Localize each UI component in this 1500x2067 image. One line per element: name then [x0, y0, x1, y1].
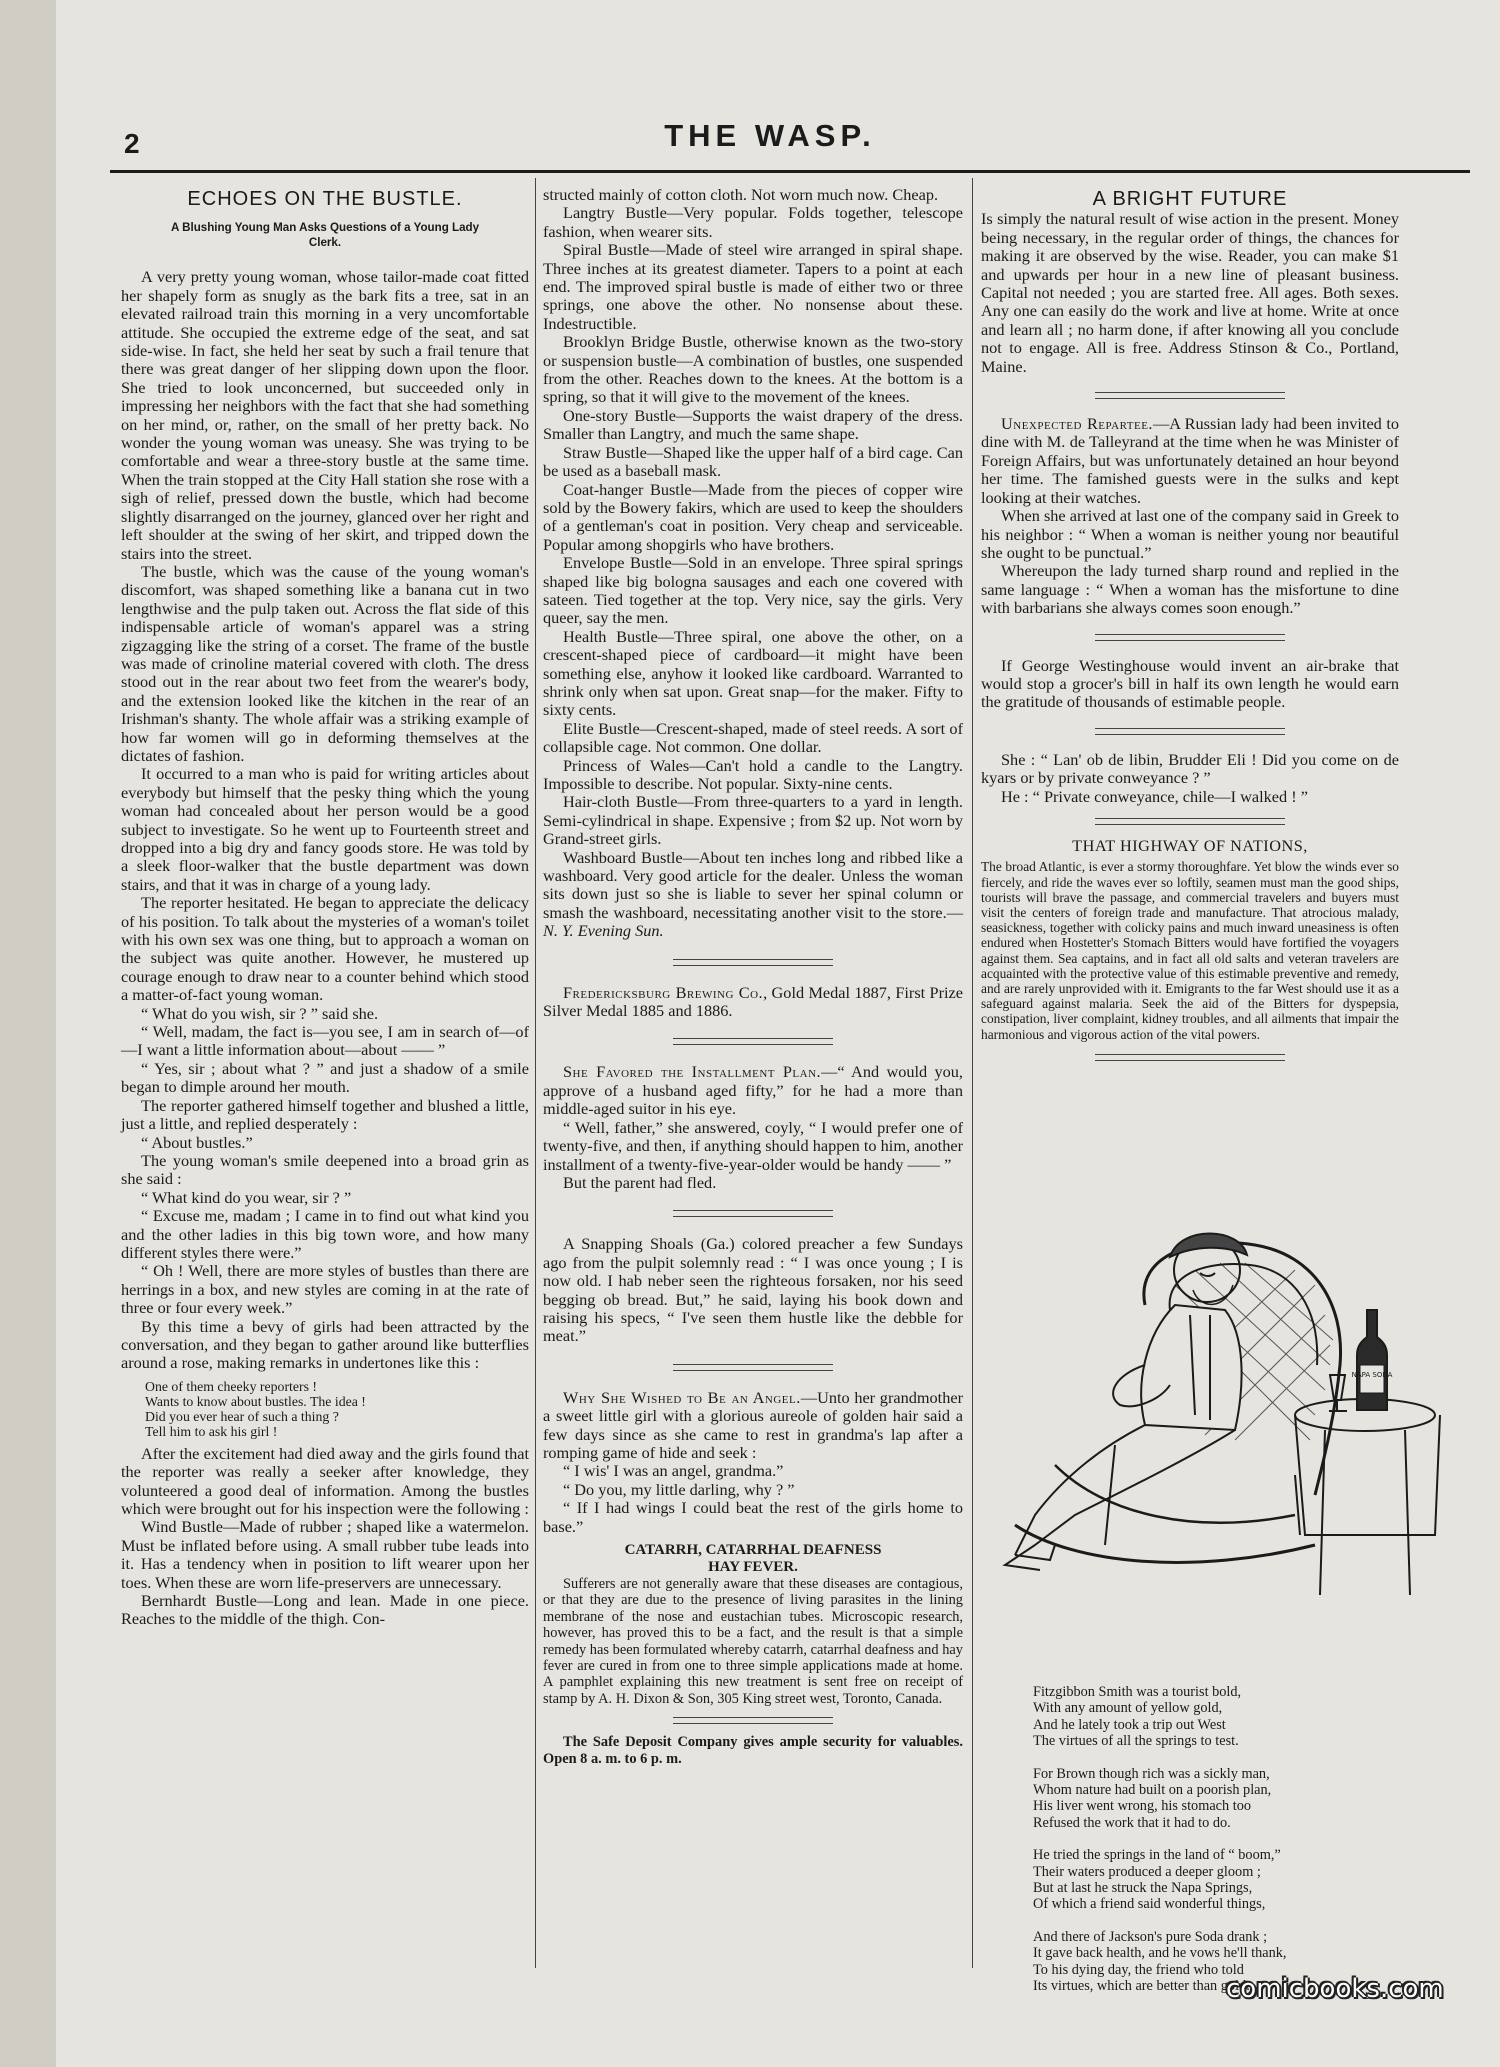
- verse-line: With any amount of yellow gold,: [1033, 1700, 1223, 1717]
- stanza: [1033, 1684, 1399, 1750]
- brewing-notice: [543, 984, 963, 1021]
- article-subtitle: A Blushing Young Man Asks Questions of a Young Lady Clerk.: [170, 221, 480, 250]
- paragraph: When she arrived at last one of the company said in Greek to his neighbor : “ When a woman is neither young nor beautiful she ought to be punctual.”: [981, 506, 1399, 562]
- verse-line: For Brown though rich was a sickly man,: [1033, 1765, 1270, 1782]
- notice-lead: Fredericksburg Brewing Co.: [563, 982, 764, 1002]
- paragraph: It occurred to a man who is paid for writing articles about everybody but himself that the pesky thing which the young woman had concealed about her person would be a good subject to investigate. So he went up to Fourteenth street and dropped into a big dry and fancy goods store. He was told by a sleek floor-walker that the bustle department was down stairs, and that it was in charge of a young lady.: [121, 764, 529, 894]
- paragraph: “ If I had wings I could beat the rest of the girls home to base.”: [543, 1498, 963, 1536]
- notice-text: , Gold Medal 1887, First Prize Silver Medal 1885 and 1886.: [543, 982, 963, 1021]
- bustle-entry: One-story Bustle—Supports the waist drapery of the dress. Smaller than Langtry, and much the same shape.: [543, 405, 963, 444]
- catarrh-ad: Sufferers are not generally aware that these diseases are contagious, or that they are due to the presence of living parasites in the lining membrane of the nose and eustachian tubes. Microscopic research, however, has proved this to be a fact, and the result is that a simple remedy has been formulated whereby catarrh, catarrhal deafness and hay fever are cured in from one to three simple applications made at home. A pamphlet explaining this new treatment is sent free on receipt of stamp by A. H. Dixon & Son, 305 King street west, Toronto, Canada.: [543, 1576, 963, 1707]
- bustle-entry: Straw Bustle—Shaped like the upper half of a bird cage. Can be used as a baseball mask.: [543, 442, 963, 481]
- verse-line: Its virtues, which are better than gold.: [1033, 1978, 1250, 1995]
- masthead: THE WASP.: [664, 118, 876, 153]
- verse-line: Refused the work that it had to do.: [1033, 1814, 1231, 1831]
- column-3: [981, 186, 1399, 1073]
- paragraph: “ Do you, my little darling, why ? ”: [563, 1479, 795, 1499]
- divider: [673, 1038, 833, 1045]
- verse-line: But at last he struck the Napa Springs,: [1033, 1880, 1253, 1897]
- bustle-entry: Elite Bustle—Crescent-shaped, made of steel reeds. A sort of collapsible cage. Not common. One dollar.: [543, 718, 963, 757]
- story-text: —“ And would you, approve of a husband aged fifty,” for he had a more than middle-aged suitor in his eye.: [543, 1062, 963, 1119]
- bustle-entry: [543, 849, 963, 941]
- paragraph: “ What do you wish, sir ? ” said she.: [141, 1003, 379, 1023]
- paragraph: “ Oh ! Well, there are more styles of bustles than there are herrings in a box, and new styles are coming in at the rate of three or four every week.”: [121, 1261, 529, 1318]
- divider: [1095, 634, 1285, 641]
- divider: [1095, 1054, 1285, 1061]
- paragraph: Wind Bustle—Made of rubber ; shaped like a watermelon. Must be inflated before using. A small rubber tube leads into it. Has a tendency when in position to lift wearer upon her toes. When these are worn life-preservers are unnecessary.: [121, 1517, 529, 1592]
- verse-line: Whom nature had built on a poorish plan,: [1033, 1782, 1272, 1799]
- paragraph: structed mainly of cotton cloth. Not worn much now. Cheap.: [543, 185, 939, 204]
- paragraph: The reporter gathered himself together and blushed a little, just a little, and replied desperately :: [121, 1095, 529, 1134]
- column-rule-2: [972, 178, 973, 1968]
- stanza: [1033, 1766, 1399, 1832]
- repartee-story: [981, 415, 1399, 507]
- westinghouse-quip: If George Westinghouse would invent an air-brake that would stop a grocer's bill in half its own length he would earn the gratitude of thousands of estimable people.: [981, 655, 1399, 712]
- paragraph: By this time a bevy of girls had been attracted by the conversation, and they began to gather around like butterflies around a rose, making remarks in undertones like this :: [121, 1316, 529, 1373]
- verse-line: One of them cheeky reporters !: [145, 1378, 318, 1394]
- bustle-entry: Hair-cloth Bustle—From three-quarters to a yard in length. Semi-cylindrical in shape. Expensive ; from $2 up. Not worn by Grand-street girls.: [543, 792, 963, 849]
- verse-line: Did you ever hear of such a thing ?: [145, 1408, 339, 1424]
- story-lead: Why She Wished to Be an Angel.: [563, 1387, 801, 1407]
- bright-future-ad: Is simply the natural result of wise action in the present. Money being necessary, in the regular order of things, the chances for making it are observed by the wise. Reader, you can make $1 and upwards per hour in a new line of pleasant business. Capital not needed ; you are started free. All ages. Both sexes. Any one can easily do the work and live at home. Write at once and learn all ; no harm done, if after knowing all you conclude not to engage. All is free. Address Stinson & Co., Portland, Maine.: [981, 209, 1399, 376]
- paragraph: A very pretty young woman, whose tailor-made coat fitted her shapely form as snugly as the bark fits a tree, sat in an elevated railroad train this morning in a very uncomfortable attitude. She occupied the extreme edge of the seat, and sat side-wise. In fact, she held her seat by such a frail tenure that there was great danger of her slipping down upon the floor. She tried to look unconcerned, but succeeded only in impressing her neighbors with the fact that she had something on her mind, or, rather, on the small of her pretty back. No wonder the young woman was uneasy. She was trying to be comfortable and wear a three-story bustle at the same time. When the train stopped at the City Hall station she rose with a sigh of relief, pressed down the bustle, which had become slightly disarranged on the journey, glanced over her right and left shoulder at the swing of her skirt, and tripped down the stairs into the street.: [121, 267, 529, 563]
- catarrh-heading-2: HAY FEVER.: [708, 1559, 798, 1575]
- highway-title: THAT HIGHWAY OF NATIONS,: [1072, 835, 1308, 855]
- preacher-story: A Snapping Shoals (Ga.) colored preacher a few Sundays ago from the pulpit solemnly read : “ I was once young ; I is now old. I hab neber seen the righteous forsaken, nor his seed begging ob bread. But,” he said, laying his book down and raising his specs, “ I've seen them hustle like the debble for meat.”: [543, 1234, 963, 1346]
- divider: [673, 959, 833, 966]
- divider: [1095, 818, 1285, 825]
- paragraph: “ Well, madam, the fact is—you see, I am in search of—of—I want a little information about—about —— ”: [121, 1022, 529, 1060]
- verse-line: The virtues of all the springs to test.: [1033, 1733, 1239, 1750]
- paragraph: Bernhardt Bustle—Long and lean. Made in one piece. Reaches to the middle of the thigh. Con-: [121, 1591, 529, 1629]
- verse-line: And there of Jackson's pure Soda drank ;: [1033, 1928, 1268, 1945]
- installment-story: [543, 1063, 963, 1118]
- paragraph-text: Washboard Bustle—About ten inches long and ribbed like a washboard. Very good article for the dealer. Unless the woman sits down just so she is liable to sever her spinal column or smash the washboard, necessitating another visit to the store.—: [543, 847, 963, 922]
- stanza: [1033, 1847, 1399, 1913]
- paragraph: The reporter hesitated. He began to appreciate the delicacy of his position. To talk about the mysteries of a woman's toilet with his own sex was one thing, but to approach a woman on the subject was quite another. However, he mustered up courage enough to draw near to a counter behind which stood a matter-of-fact young woman.: [121, 893, 529, 1005]
- dialogue-she: She : “ Lan' ob de libin, Brudder Eli ! Did you come on de kyars or by private conweyance ? ”: [981, 749, 1399, 788]
- divider: [673, 1210, 833, 1217]
- divider: [1095, 728, 1285, 735]
- paragraph: The young woman's smile deepened into a broad grin as she said :: [121, 1150, 529, 1189]
- bottle-label: NAPA SODA: [1351, 1371, 1393, 1379]
- paragraph: After the excitement had died away and the girls found that the reporter was really a seeker after knowledge, they volunteered a good deal of information. Among the bustles which were brought out for his inspection were the following :: [121, 1443, 529, 1518]
- verse-line: Wants to know about bustles. The idea !: [145, 1393, 366, 1409]
- bustle-entry: Coat-hanger Bustle—Made from the pieces of copper wire sold by the Bowery fakirs, which are used to keep the shoulders of a gentleman's coat in position. Very cheap and serviceable. Popular among shopgirls who have brothers.: [543, 479, 963, 554]
- article-title: ECHOES ON THE BUSTLE.: [187, 188, 463, 210]
- column-1: [121, 186, 529, 1629]
- header-rule: [110, 170, 1470, 173]
- bustle-entry: Spiral Bustle—Made of steel wire arranged in spiral shape. Three inches at its greatest diameter. Tapers to a point at each end. The improved spiral bustle is made of either two or three springs, one above the other. No nonsense about these. Indestructible.: [543, 240, 963, 333]
- column-2: [543, 186, 963, 1767]
- paragraph: “ Well, father,” she answered, coyly, “ I would prefer one of twenty-five, and then, if anything should happen to him, another installment of a twenty-five-year-older would be handy —— ”: [543, 1117, 963, 1174]
- verse-line: Of which a friend said wonderful things,: [1033, 1896, 1266, 1913]
- bustle-entry: Princess of Wales—Can't hold a candle to the Langtry. Impossible to describe. Not popular. Sixty-nine cents.: [543, 755, 963, 793]
- verse-line: To his dying day, the friend who told: [1033, 1961, 1244, 1978]
- safe-deposit-ad: The Safe Deposit Company gives ample security for valuables. Open 8 a. m. to 6 p. m.: [543, 1734, 963, 1767]
- bustle-entry: Envelope Bustle—Sold in an envelope. Three spiral springs shaped like big bologna sausages and each one covered with sateen. Tied together at the top. Very nice, say the girls. Very queer, say the men.: [543, 553, 963, 628]
- scan-margin: [0, 0, 56, 2067]
- napa-poem: [981, 1684, 1399, 2011]
- verse-line: Fitzgibbon Smith was a tourist bold,: [1033, 1684, 1242, 1700]
- girls-remarks: [145, 1379, 529, 1439]
- bitters-ad: The broad Atlantic, is ever a stormy thoroughfare. Yet blow the winds ever so fiercely, and ride the waves ever so loftily, seamen must man the good ships, tourists will brave the passage, and commercial travelers and buyers must visit the centers of foreign trade and manufacture. That atrocious malady, seasickness, together with colicky pains and much inward uneasiness is often endured when Hostetter's Stomach Bitters would have fortified the voyagers against them. Sea captains, and in fact all old salts and veteran travelers are acquainted with the protective value of this estimable preventive and remedy, and are rarely unprovided with it. Emigrants to the far West should use it as a safeguard against malaria. Seek the aid of the Bitters for dyspepsia, constipation, liver complaint, kidney troubles, and all ailments that impair the harmonious and vigorous action of the vital powers.: [981, 859, 1399, 1042]
- angel-story: [543, 1389, 963, 1463]
- verse-line: Their waters produced a deeper gloom ;: [1033, 1863, 1261, 1880]
- paragraph: The bustle, which was the cause of the young woman's discomfort, was shaped something like a banana cut in two lengthwise and the pulp taken out. Across the flat side of this indispensable article of woman's apparel was a string zigzagging like the string of a corset. The frame of the bustle was made of crinoline material covered with cloth. The dress stood out in the rear about two feet from the wearer's body, and the extension looked like the kitchen in the rear of an Irishman's shanty. The whole affair was a striking example of how far women will go in deforming themselves at the dictates of fashion.: [121, 561, 529, 765]
- verse-line: He tried the springs in the land of “ boom,”: [1033, 1847, 1281, 1864]
- bustle-entry: Langtry Bustle—Very popular. Folds together, telescope fashion, when wearer sits.: [543, 203, 963, 241]
- page-number: 2: [124, 128, 140, 159]
- paragraph: “ About bustles.”: [141, 1132, 253, 1152]
- divider: [673, 1364, 833, 1371]
- divider: [1095, 392, 1285, 399]
- verse-line: His liver went wrong, his stomach too: [1033, 1798, 1251, 1815]
- ad-title: A BRIGHT FUTURE: [1092, 188, 1288, 210]
- paragraph: “ What kind do you wear, sir ? ”: [141, 1187, 352, 1207]
- paragraph: “ Yes, sir ; about what ? ” and just a shadow of a smile began to dimple around her mouth.: [121, 1058, 529, 1097]
- paragraph: But the parent had fled.: [563, 1172, 717, 1192]
- bustle-entry: Brooklyn Bridge Bustle, otherwise known as the two-story or suspension bustle—A combination of bustles, one suspended from the other. Reaches down to the knees. At the bottom is a spring, so that it will give to the movement of the knees.: [543, 332, 963, 407]
- site-watermark: comicbooks.com: [1226, 1974, 1444, 2004]
- source-credit: N. Y. Evening Sun.: [543, 921, 664, 941]
- paragraph: Whereupon the lady turned sharp round and replied in the same language : “ When a woman has the misfortune to dine with barbarians she always comes soon enough.”: [981, 561, 1399, 618]
- divider: [673, 1717, 833, 1724]
- catarrh-heading-1: CATARRH, CATARRHAL DEAFNESS: [624, 1542, 882, 1558]
- dialogue-he: He : “ Private conweyance, chile—I walked ! ”: [1001, 786, 1308, 806]
- verse-line: It gave back health, and he vows he'll thank,: [1033, 1945, 1287, 1962]
- story-lead: Unexpected Repartee.: [1001, 414, 1153, 434]
- story-lead: She Favored the Installment Plan.: [563, 1062, 822, 1082]
- column-rule-1: [535, 178, 536, 1968]
- verse-line: Tell him to ask his girl !: [145, 1423, 278, 1439]
- poem-body: [1033, 1684, 1399, 1995]
- paragraph: “ Excuse me, madam ; I came in to find out what kind you and the other ladies in this big town wore, and how many different styles there were.”: [121, 1206, 529, 1262]
- verse-line: And he lately took a trip out West: [1033, 1716, 1226, 1733]
- bustle-entry: Health Bustle—Three spiral, one above the other, on a crescent-shaped piece of cardboard—it might have been something else, anyhow it looked like cardboard. Warranted to shrink only when sat upon. Great snap—for the maker. Fifty to sixty cents.: [543, 626, 963, 720]
- man-in-rocking-chair-illustration: [995, 1215, 1445, 1625]
- paragraph: “ I wis' I was an angel, grandma.”: [563, 1461, 784, 1481]
- story-text: —A Russian lady had been invited to dine with M. de Talleyrand at the time when he was Minister of Foreign Affairs, but was unfortunately detained an hour beyond her time. The famished guests were in the sulks and kept looking at their watches.: [981, 414, 1399, 507]
- story-text: —Unto her grandmother a sweet little girl with a glorious aureole of golden hair said a few days since as she came to rest in grandma's lap after a romping game of hide and seek :: [543, 1387, 963, 1462]
